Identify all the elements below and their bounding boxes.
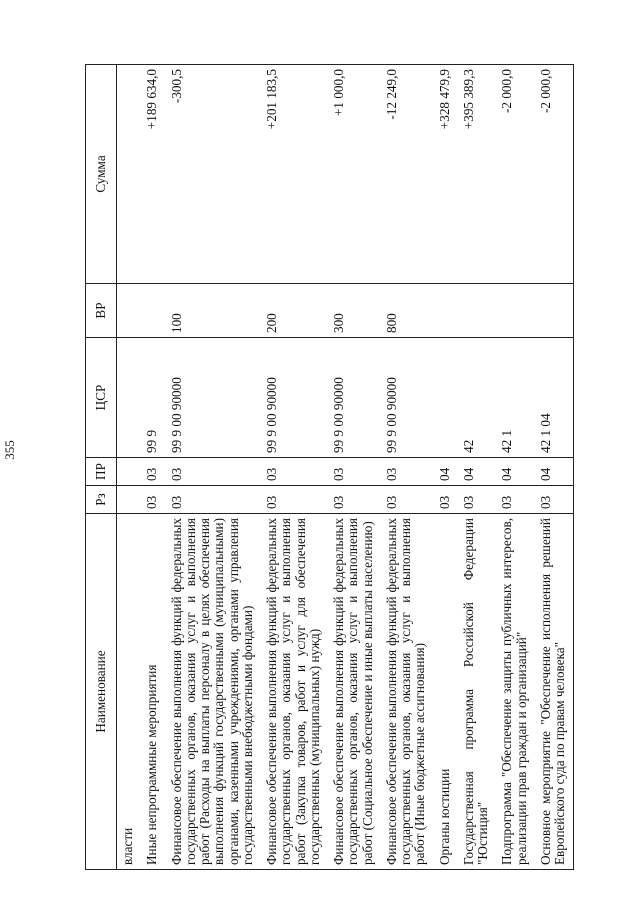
header-name: Наименование [86,514,117,870]
row-vr [458,284,497,338]
row-rz: 03 [458,486,497,514]
row-csr: 42 1 04 [535,338,574,458]
row-rz: 03 [381,486,434,514]
row-name: власти [117,514,142,870]
row-rz: 03 [328,486,381,514]
table-row [458,65,497,870]
row-pr: 04 [434,458,458,486]
row-csr: 99 9 [141,338,165,458]
row-csr [117,338,142,458]
row-rz: 03 [261,486,328,514]
row-name: Финансовое обеспечение выполнения функций федеральных государственных органов, оказания услуг и выполнения работ (Расходы на выплаты персоналу в целях обеспечения выполнения функций государственными (муниципальными) органами, казенными учреждениями, органами управления государственными внебюджетными фондами) [166,514,262,870]
row-name: Финансовое обеспечение выполнения функций федеральных государственных органов, оказания услуг и выполнения работ (Социальное обеспечение и иные выплаты населению) [328,514,381,870]
table-row [535,65,574,870]
rotated-page-content [85,65,595,870]
row-csr: 99 9 00 90000 [328,338,381,458]
row-name: Иные непрограммные мероприятия [141,514,165,870]
table-row [381,65,434,870]
row-csr: 99 9 00 90000 [166,338,262,458]
row-sum: +189 634,0 [141,65,165,284]
row-rz: 03 [166,486,262,514]
row-sum [117,65,142,284]
row-pr: 03 [381,458,434,486]
row-name: Органы юстиции [434,514,458,870]
row-csr: 99 9 00 90000 [381,338,434,458]
row-pr: 04 [535,458,574,486]
header-pr: ПР [86,458,117,486]
row-sum: +395 389,3 [458,65,497,284]
row-sum: +1 000,0 [328,65,381,284]
row-name: Государственная программа Российской Федерации "Юстиция" [458,514,497,870]
table-row [496,65,535,870]
row-pr: 03 [166,458,262,486]
row-vr: 300 [328,284,381,338]
row-rz [117,486,142,514]
row-sum: -2 000,0 [496,65,535,284]
row-name: Финансовое обеспечение выполнения функций федеральных государственных органов, оказания услуг и выполнения работ (Иные бюджетные ассигнования) [381,514,434,870]
table-row [141,65,165,870]
row-rz: 03 [496,486,535,514]
row-name: Подпрограмма "Обеспечение защиты публичных интересов, реализации прав граждан и организаций" [496,514,535,870]
row-vr [117,284,142,338]
row-vr [535,284,574,338]
row-vr [434,284,458,338]
row-pr: 04 [458,458,497,486]
row-sum: -2 000,0 [535,65,574,284]
table-row [434,65,458,870]
row-pr: 03 [328,458,381,486]
header-csr: ЦСР [86,338,117,458]
row-vr: 800 [381,284,434,338]
row-pr [117,458,142,486]
row-vr: 200 [261,284,328,338]
row-sum: +201 183,5 [261,65,328,284]
header-vr: ВР [86,284,117,338]
row-rz: 03 [434,486,458,514]
table-row [261,65,328,870]
row-pr: 03 [261,458,328,486]
table-header-row [86,65,117,870]
header-sum: Сумма [86,65,117,284]
row-vr [141,284,165,338]
row-rz: 03 [535,486,574,514]
row-name: Основное мероприятие "Обеспечение исполнения решений Европейского суда по правам человека" [535,514,574,870]
row-csr: 99 9 00 90000 [261,338,328,458]
table-row [117,65,142,870]
budget-table [85,64,574,870]
row-rz: 03 [141,486,165,514]
table-row [328,65,381,870]
row-pr: 03 [141,458,165,486]
row-sum: -12 249,0 [381,65,434,284]
row-pr: 04 [496,458,535,486]
row-sum: +328 479,9 [434,65,458,284]
row-csr [434,338,458,458]
table-row [166,65,262,870]
row-csr: 42 1 [496,338,535,458]
row-csr: 42 [458,338,497,458]
page-number: 355 [2,440,17,460]
row-sum: -300,5 [166,65,262,284]
header-rz: Рз [86,486,117,514]
row-name: Финансовое обеспечение выполнения функций федеральных государственных органов, оказания услуг и выполнения работ (Закупка товаров, работ и услуг для обеспечения государственных (муниципальных) нужд) [261,514,328,870]
row-vr: 100 [166,284,262,338]
row-vr [496,284,535,338]
